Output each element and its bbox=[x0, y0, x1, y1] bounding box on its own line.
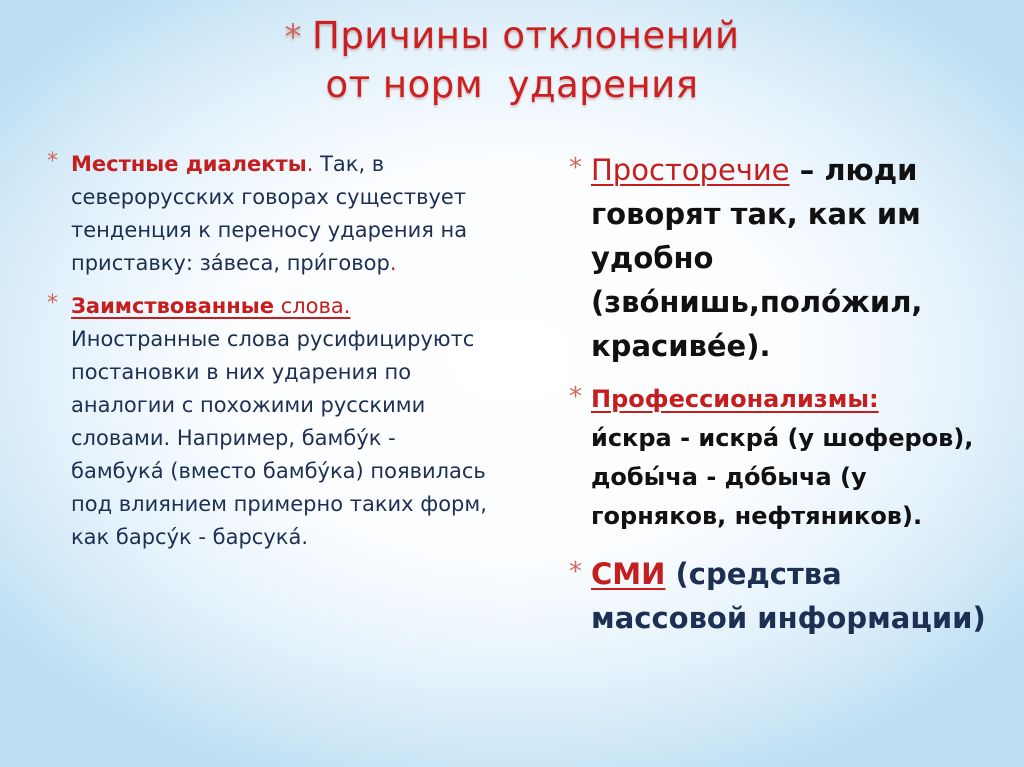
term-local-dialects: Местные диалекты bbox=[71, 152, 307, 176]
professionalisms-text: и́скра - искра́ (у шоферов), добы́ча - до́быча (у горняков, нефтяников). bbox=[591, 424, 974, 530]
title-bullet-icon: * bbox=[284, 17, 302, 57]
slide-title bbox=[0, 12, 1024, 109]
vernacular-text: – люди говорят так, как им удобно (зво́нишь,поло́жил, красиве́е). bbox=[591, 153, 923, 363]
term-borrowed-words bbox=[71, 294, 350, 318]
term-media: СМИ bbox=[591, 557, 666, 591]
borrowed-words-text: Иностранные слова русифицируютс постановки в них ударения по аналогии с похожими русскими словами. Например, бамбу́к - бамбука́ (вместо бамбу́ка) появилась под влиянием примерно таких форм, как барсу́к - барсука́. bbox=[71, 327, 487, 549]
end-punct: . bbox=[389, 251, 397, 275]
local-dialects-text: Так, в северорусских говорах существует тенденция к переносу ударения на приставку: за́веса, при́говор bbox=[71, 152, 468, 275]
asterisk-bullet-icon: * bbox=[47, 291, 58, 316]
bullet-professionalisms bbox=[569, 380, 989, 536]
bullet-local-dialects bbox=[47, 148, 487, 280]
asterisk-bullet-icon: * bbox=[569, 382, 582, 412]
bullet-vernacular bbox=[569, 148, 989, 368]
right-column bbox=[569, 148, 989, 640]
media-text: (средства массовой информации) bbox=[591, 557, 986, 635]
bullet-media bbox=[569, 552, 989, 640]
term-punct: . bbox=[306, 152, 314, 176]
title-text-1: Причины отклонений bbox=[312, 14, 740, 57]
term-professionalisms: Профессионализмы: bbox=[591, 385, 879, 413]
asterisk-bullet-icon: * bbox=[47, 149, 58, 174]
left-column bbox=[47, 148, 487, 554]
title-line-2: от норм ударения bbox=[325, 63, 699, 106]
term-vernacular: Просторечие bbox=[591, 153, 790, 187]
asterisk-bullet-icon: * bbox=[569, 557, 582, 587]
term-borrowed-bold: Заимствованные bbox=[71, 294, 275, 318]
asterisk-bullet-icon: * bbox=[569, 153, 582, 183]
title-line-1 bbox=[0, 12, 1024, 61]
term-borrowed-rest: слова. bbox=[274, 294, 351, 318]
bullet-borrowed-words bbox=[47, 290, 487, 554]
